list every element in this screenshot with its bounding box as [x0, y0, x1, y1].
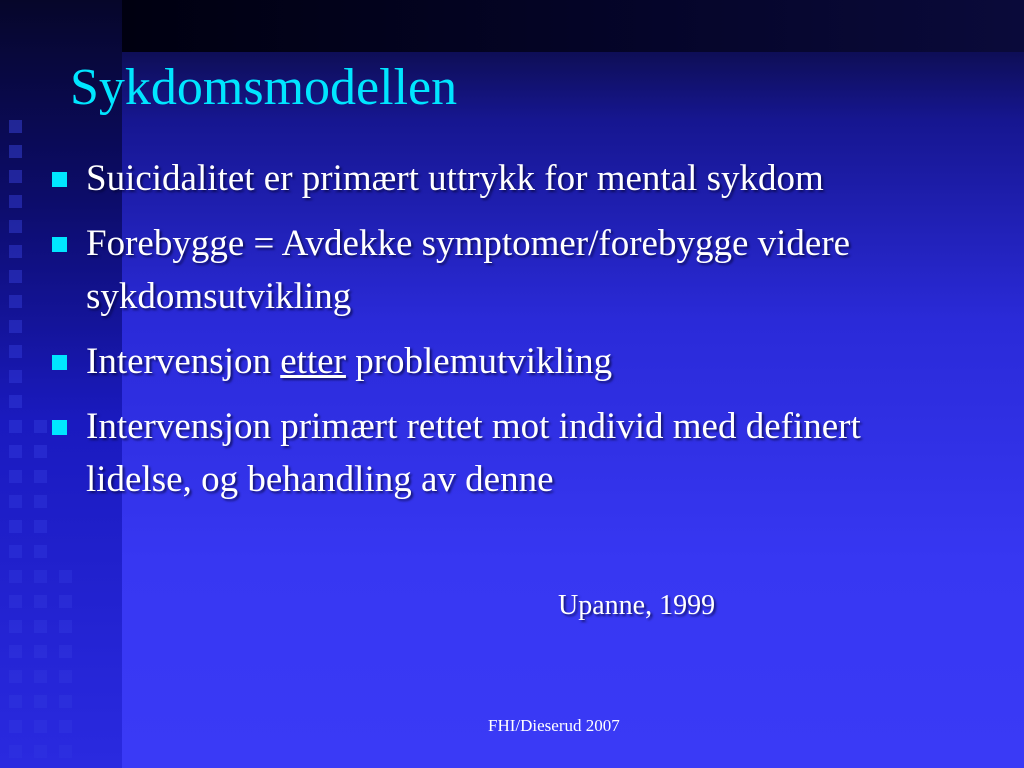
decorative-square — [9, 645, 22, 658]
decorative-square — [9, 145, 22, 158]
decorative-square — [9, 220, 22, 233]
decorative-square — [9, 745, 22, 758]
decorative-square — [34, 695, 47, 708]
decorative-square — [59, 720, 72, 733]
decorative-square — [34, 645, 47, 658]
decorative-square — [9, 520, 22, 533]
bullet-item — [46, 152, 946, 205]
decorative-square — [59, 595, 72, 608]
slide-footer: FHI/Dieserud 2007 — [488, 716, 620, 735]
decorative-square — [34, 595, 47, 608]
decorative-square — [34, 520, 47, 533]
decorative-square — [34, 545, 47, 558]
decorative-square — [59, 645, 72, 658]
bullet-text: Suicidalitet er primært uttrykk for mental sykdom — [86, 158, 824, 199]
decorative-square — [9, 720, 22, 733]
decorative-square — [34, 570, 47, 583]
decorative-square — [34, 620, 47, 633]
decorative-square — [9, 170, 22, 183]
decorative-square — [34, 720, 47, 733]
decorative-square — [9, 195, 22, 208]
decorative-square — [9, 420, 22, 433]
bullet-text-underlined: etter — [280, 341, 346, 382]
decorative-square — [9, 495, 22, 508]
decorative-square — [9, 295, 22, 308]
decorative-square — [59, 695, 72, 708]
decorative-square — [9, 370, 22, 383]
bullet-item — [46, 335, 946, 388]
decorative-square — [59, 670, 72, 683]
decorative-square — [59, 570, 72, 583]
decorative-square — [9, 620, 22, 633]
bullet-item — [46, 217, 946, 323]
decorative-square — [34, 745, 47, 758]
decorative-square — [9, 595, 22, 608]
decorative-square — [59, 745, 72, 758]
bullet-list — [46, 152, 946, 518]
decorative-square — [59, 620, 72, 633]
decorative-square — [9, 270, 22, 283]
bullet-text-after: problemutvikling — [345, 341, 613, 382]
citation: Upanne, 1999 — [558, 590, 716, 621]
decorative-square — [9, 445, 22, 458]
decorative-square — [9, 395, 22, 408]
square-bullet-icon — [52, 172, 67, 187]
decorative-square — [9, 120, 22, 133]
decorative-square — [9, 345, 22, 358]
top-dark-band — [122, 0, 1024, 52]
bullet-text-before: Intervensjon — [86, 341, 281, 382]
decorative-square — [9, 470, 22, 483]
bullet-text: Forebygge = Avdekke symptomer/forebygge videre sykdomsutvikling — [86, 223, 851, 317]
decorative-square — [9, 320, 22, 333]
bullet-text: Intervensjon primært rettet mot individ med definert lidelse, og behandling av denne — [86, 406, 861, 500]
square-bullet-icon — [52, 237, 67, 252]
decorative-square — [9, 695, 22, 708]
square-bullet-icon — [52, 355, 67, 370]
decorative-square — [9, 245, 22, 258]
decorative-square — [9, 670, 22, 683]
square-bullet-icon — [52, 420, 67, 435]
decorative-square — [34, 670, 47, 683]
decorative-square — [9, 570, 22, 583]
slide-title: Sykdomsmodellen — [70, 59, 458, 116]
bullet-item — [46, 400, 946, 506]
decorative-square — [9, 545, 22, 558]
